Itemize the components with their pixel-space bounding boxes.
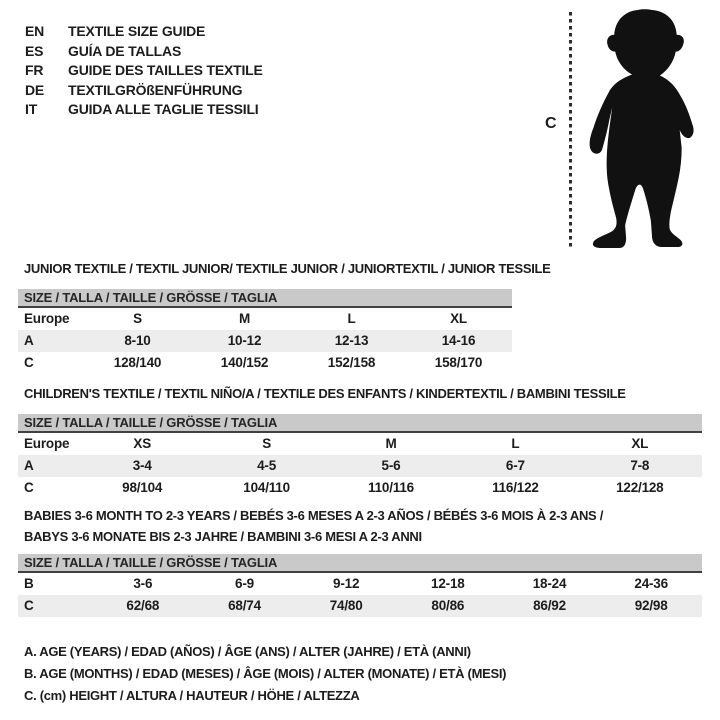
footnote-b: B. AGE (MONTHS) / EDAD (MESES) / ÂGE (MOIS) / ALTER (MONATE) / ETÀ (MESI) xyxy=(24,666,507,681)
footnote-a: A. AGE (YEARS) / EDAD (AÑOS) / ÂGE (ANS) / ALTER (JAHRE) / ETÀ (ANNI) xyxy=(24,644,471,659)
size-cell: 12-13 xyxy=(334,333,369,348)
lang-label: TEXTILE SIZE GUIDE xyxy=(68,23,206,39)
table-row xyxy=(18,455,702,477)
row-label: C xyxy=(24,480,34,495)
size-cell: M xyxy=(238,311,251,326)
size-cell: L xyxy=(347,311,356,326)
size-cell: 128/140 xyxy=(113,355,162,370)
size-cell: XL xyxy=(631,436,649,451)
size-cell: S xyxy=(262,436,271,451)
lang-label: GUÍA DE TALLAS xyxy=(68,42,182,59)
lang-label: GUIDE DES TAILLES TEXTILE xyxy=(68,62,263,79)
lang-row-en xyxy=(25,22,263,42)
junior-table-title: JUNIOR TEXTILE / TEXTIL JUNIOR/ TEXTILE JUNIOR / JUNIORTEXTIL / JUNIOR TESSILE xyxy=(24,261,551,276)
lang-code: ES xyxy=(25,42,44,59)
size-cell: 8-10 xyxy=(124,333,151,348)
size-cell: 86/92 xyxy=(533,598,566,613)
table-row xyxy=(18,330,512,352)
table-row xyxy=(18,433,702,455)
size-cell: 7-8 xyxy=(630,458,650,473)
lang-code: FR xyxy=(25,62,44,79)
size-cell: 18-24 xyxy=(532,576,567,591)
lang-code: DE xyxy=(25,81,45,98)
children-table-title: CHILDREN'S TEXTILE / TEXTIL NIÑO/A / TEXTILE DES ENFANTS / KINDERTEXTIL / BAMBINI TESSILE xyxy=(24,386,626,401)
size-header-bar: SIZE / TALLA / TAILLE / GRÖSSE / TAGLIA xyxy=(18,554,702,573)
size-cell: 62/68 xyxy=(126,598,160,613)
size-cell: 9-12 xyxy=(333,576,360,591)
height-measure-label: C xyxy=(545,115,557,132)
height-dotted-line xyxy=(569,12,572,250)
size-cell: 122/128 xyxy=(616,480,664,495)
size-cell: 92/98 xyxy=(634,598,668,613)
table-row xyxy=(18,573,702,595)
size-cell: 4-5 xyxy=(257,458,277,473)
lang-row-it xyxy=(25,100,263,120)
size-cell: 80/86 xyxy=(431,598,465,613)
size-cell: M xyxy=(385,436,397,451)
size-cell: 74/80 xyxy=(329,598,363,613)
lang-code: EN xyxy=(25,23,45,39)
footnote-legend xyxy=(24,641,506,707)
lang-row-es xyxy=(25,42,263,62)
table-row xyxy=(18,308,512,330)
size-cell: 3-4 xyxy=(132,458,152,473)
table-row xyxy=(18,477,702,499)
lang-label: GUIDA ALLE TAGLIE TESSILI xyxy=(68,101,259,118)
size-cell: 14-16 xyxy=(441,333,476,348)
junior-size-table xyxy=(18,289,512,374)
size-cell: 6-7 xyxy=(505,458,525,473)
size-cell: 68/74 xyxy=(228,598,261,613)
size-cell: XS xyxy=(133,436,151,451)
size-cell: XL xyxy=(450,311,467,326)
size-cell: 12-18 xyxy=(431,576,465,591)
size-cell: 3-6 xyxy=(133,576,153,591)
children-size-table xyxy=(18,414,702,499)
babies-table-title xyxy=(24,505,664,547)
size-cell: 24-36 xyxy=(634,576,668,591)
footnote-c: C. (cm) HEIGHT / ALTURA / HAUTEUR / HÖHE / ALTEZZA xyxy=(24,688,360,703)
size-cell: 98/104 xyxy=(122,480,163,495)
size-header-bar: SIZE / TALLA / TAILLE / GRÖSSE / TAGLIA xyxy=(18,289,512,308)
table-row xyxy=(18,595,702,617)
babies-size-table xyxy=(18,554,702,617)
toddler-silhouette-icon xyxy=(582,9,702,252)
language-title-list xyxy=(25,22,263,120)
size-cell: 140/152 xyxy=(220,355,269,370)
size-cell: L xyxy=(511,436,520,451)
row-label: A xyxy=(24,333,34,348)
row-label: A xyxy=(24,458,34,473)
babies-title-line1: BABIES 3-6 MONTH TO 2-3 YEARS / BEBÉS 3-6 MESES A 2-3 AÑOS / BÉBÉS 3-6 MOIS À 2-3 ANS / xyxy=(24,508,604,523)
row-label: C xyxy=(24,598,34,613)
babies-title-line2: BABYS 3-6 MONATE BIS 2-3 JAHRE / BAMBINI 3-6 MESI A 2-3 ANNI xyxy=(24,529,422,544)
size-cell: 110/116 xyxy=(368,480,414,495)
size-cell: 152/158 xyxy=(327,355,376,370)
size-cell: 5-6 xyxy=(381,458,401,473)
lang-row-de xyxy=(25,81,263,101)
row-label: Europe xyxy=(24,311,70,326)
row-label: B xyxy=(24,576,34,591)
row-label: C xyxy=(24,355,34,370)
lang-code: IT xyxy=(25,101,38,118)
size-cell: 6-9 xyxy=(235,576,254,591)
row-label: Europe xyxy=(24,436,70,451)
size-cell: S xyxy=(133,311,142,326)
size-cell: 10-12 xyxy=(227,333,262,348)
size-cell: 116/122 xyxy=(492,480,539,495)
size-cell: 158/170 xyxy=(434,355,483,370)
lang-row-fr xyxy=(25,61,263,81)
table-row xyxy=(18,352,512,374)
lang-label: TEXTILGRÖßENFÜHRUNG xyxy=(68,81,243,98)
size-header-bar: SIZE / TALLA / TAILLE / GRÖSSE / TAGLIA xyxy=(18,414,702,433)
size-cell: 104/110 xyxy=(243,480,290,495)
